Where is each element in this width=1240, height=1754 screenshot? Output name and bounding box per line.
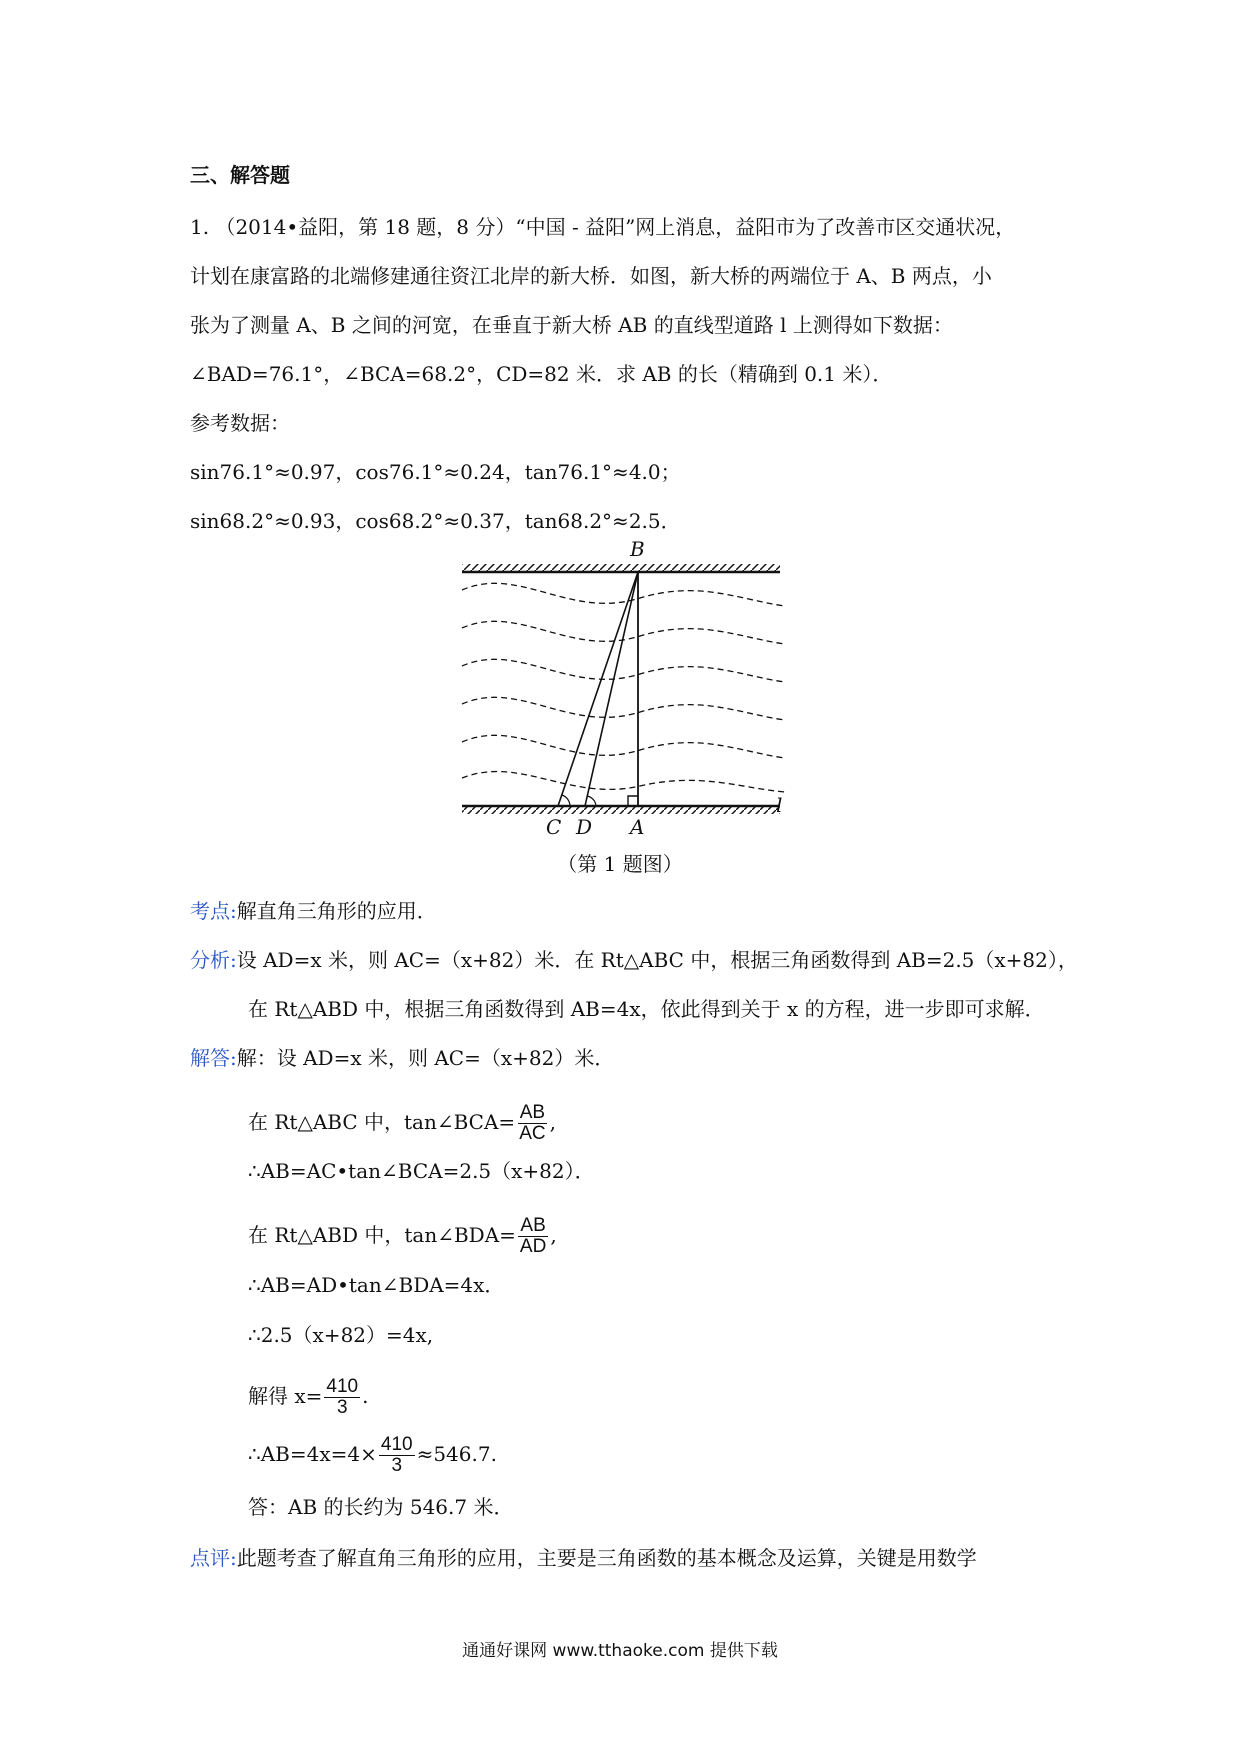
figure-caption: （第 1 题图） xyxy=(557,852,683,876)
jieda-step-1: 解：设 AD=x 米，则 AC=（x+82）米． xyxy=(236,1046,615,1070)
fraction-numerator: AB xyxy=(520,1215,546,1236)
problem-line-2: 计划在康富路的北端修建通往资江北岸的新大桥．如图，新大桥的两端位于 A、B 两点，小 xyxy=(190,264,992,288)
river-bridge-figure xyxy=(440,530,800,840)
problem-line-4: ∠BAD=76.1°，∠BCA=68.2°，CD=82 米．求 AB 的长（精确到 0.1 米）． xyxy=(190,362,893,386)
angle-arc-C xyxy=(562,795,570,806)
step-2-comma: , xyxy=(549,1110,556,1134)
dianping-label: 点评: xyxy=(190,1546,237,1570)
reference-title: 参考数据： xyxy=(190,411,290,435)
fenxi-label: 分析: xyxy=(190,948,237,972)
step-8-text: ∴AB=4x=4× xyxy=(248,1442,377,1466)
kaodian-row xyxy=(190,898,437,924)
jieda-answer: 答：AB 的长约为 546.7 米． xyxy=(248,1495,514,1519)
fraction-AB-AD xyxy=(518,1216,548,1257)
jieda-step-5: ∴AB=AD•tan∠BDA=4x． xyxy=(248,1273,505,1297)
jieda-step-7 xyxy=(248,1374,368,1418)
fraction-numerator: 410 xyxy=(380,1434,413,1455)
jieda-label: 解答: xyxy=(190,1046,237,1070)
reference-line-2: sin68.2°≈0.93，cos68.2°≈0.37，tan68.2°≈2.5． xyxy=(190,509,681,533)
dianping-row xyxy=(190,1545,977,1571)
problem-line-1: 1. （2014•益阳，第 18 题，8 分）“中国 - 益阳”网上消息，益阳市为了改善市区交通状况， xyxy=(190,215,1016,239)
jieda-row xyxy=(190,1045,614,1071)
jieda-step-4 xyxy=(248,1213,557,1257)
fraction-410-3 xyxy=(379,1435,415,1476)
kaodian-text: 解直角三角形的应用． xyxy=(236,899,437,923)
fraction-numerator: AB xyxy=(519,1102,546,1123)
segment-BD xyxy=(585,572,638,806)
kaodian-label: 考点: xyxy=(190,899,237,923)
label-B: B xyxy=(630,537,645,561)
jieda-step-2 xyxy=(248,1100,556,1144)
fraction-denominator: AD xyxy=(519,1236,547,1257)
step-7-text: 解得 x= xyxy=(248,1384,323,1408)
jieda-step-3: ∴AB=AC•tan∠BCA=2.5（x+82）． xyxy=(248,1159,595,1183)
label-A: A xyxy=(630,815,645,839)
reference-line-1: sin76.1°≈0.97，cos76.1°≈0.24，tan76.1°≈4.0； xyxy=(190,460,681,484)
fraction-denominator: AC xyxy=(519,1123,546,1144)
jieda-step-6: ∴2.5（x+82）=4x, xyxy=(248,1323,434,1347)
fenxi-text-1: 设 AD=x 米，则 AC=（x+82）米．在 Rt△ABC 中，根据三角函数得到 AB=2.5（x+82）， xyxy=(236,948,1078,972)
jieda-step-8 xyxy=(248,1432,497,1476)
fraction-denominator: 3 xyxy=(336,1397,348,1418)
angle-arc-D xyxy=(587,796,596,806)
right-angle-mark xyxy=(628,796,638,806)
page-footer: 通通好课网 www.tthaoke.com 提供下载 xyxy=(462,1641,778,1661)
fenxi-row xyxy=(190,947,1078,973)
label-C: C xyxy=(546,815,562,839)
step-8-result: ≈546.7. xyxy=(416,1442,497,1466)
problem-line-3: 张为了测量 A、B 之间的河宽，在垂直于新大桥 AB 的直线型道路 l 上测得如下数据： xyxy=(190,313,953,337)
section-title: 三、解答题 xyxy=(190,163,290,187)
label-l: l xyxy=(776,793,783,817)
fraction-denominator: 3 xyxy=(391,1455,403,1476)
step-2-text: 在 Rt△ABC 中，tan∠BCA= xyxy=(248,1110,516,1134)
fraction-AB-AC xyxy=(517,1103,547,1144)
fraction-410-3 xyxy=(324,1377,360,1418)
step-4-comma: , xyxy=(550,1223,557,1247)
step-4-text: 在 Rt△ABD 中，tan∠BDA= xyxy=(248,1223,516,1247)
dianping-text: 此题考查了解直角三角形的应用，主要是三角函数的基本概念及运算，关键是用数学 xyxy=(236,1546,977,1570)
fraction-numerator: 410 xyxy=(326,1376,359,1397)
segment-BC xyxy=(558,572,638,806)
label-D: D xyxy=(576,815,593,839)
step-7-period: . xyxy=(362,1384,369,1408)
bottom-bank-hatch xyxy=(462,806,780,814)
fenxi-text-2: 在 Rt△ABD 中，根据三角函数得到 AB=4x，依此得到关于 x 的方程，进一步即可求解． xyxy=(248,997,1045,1021)
